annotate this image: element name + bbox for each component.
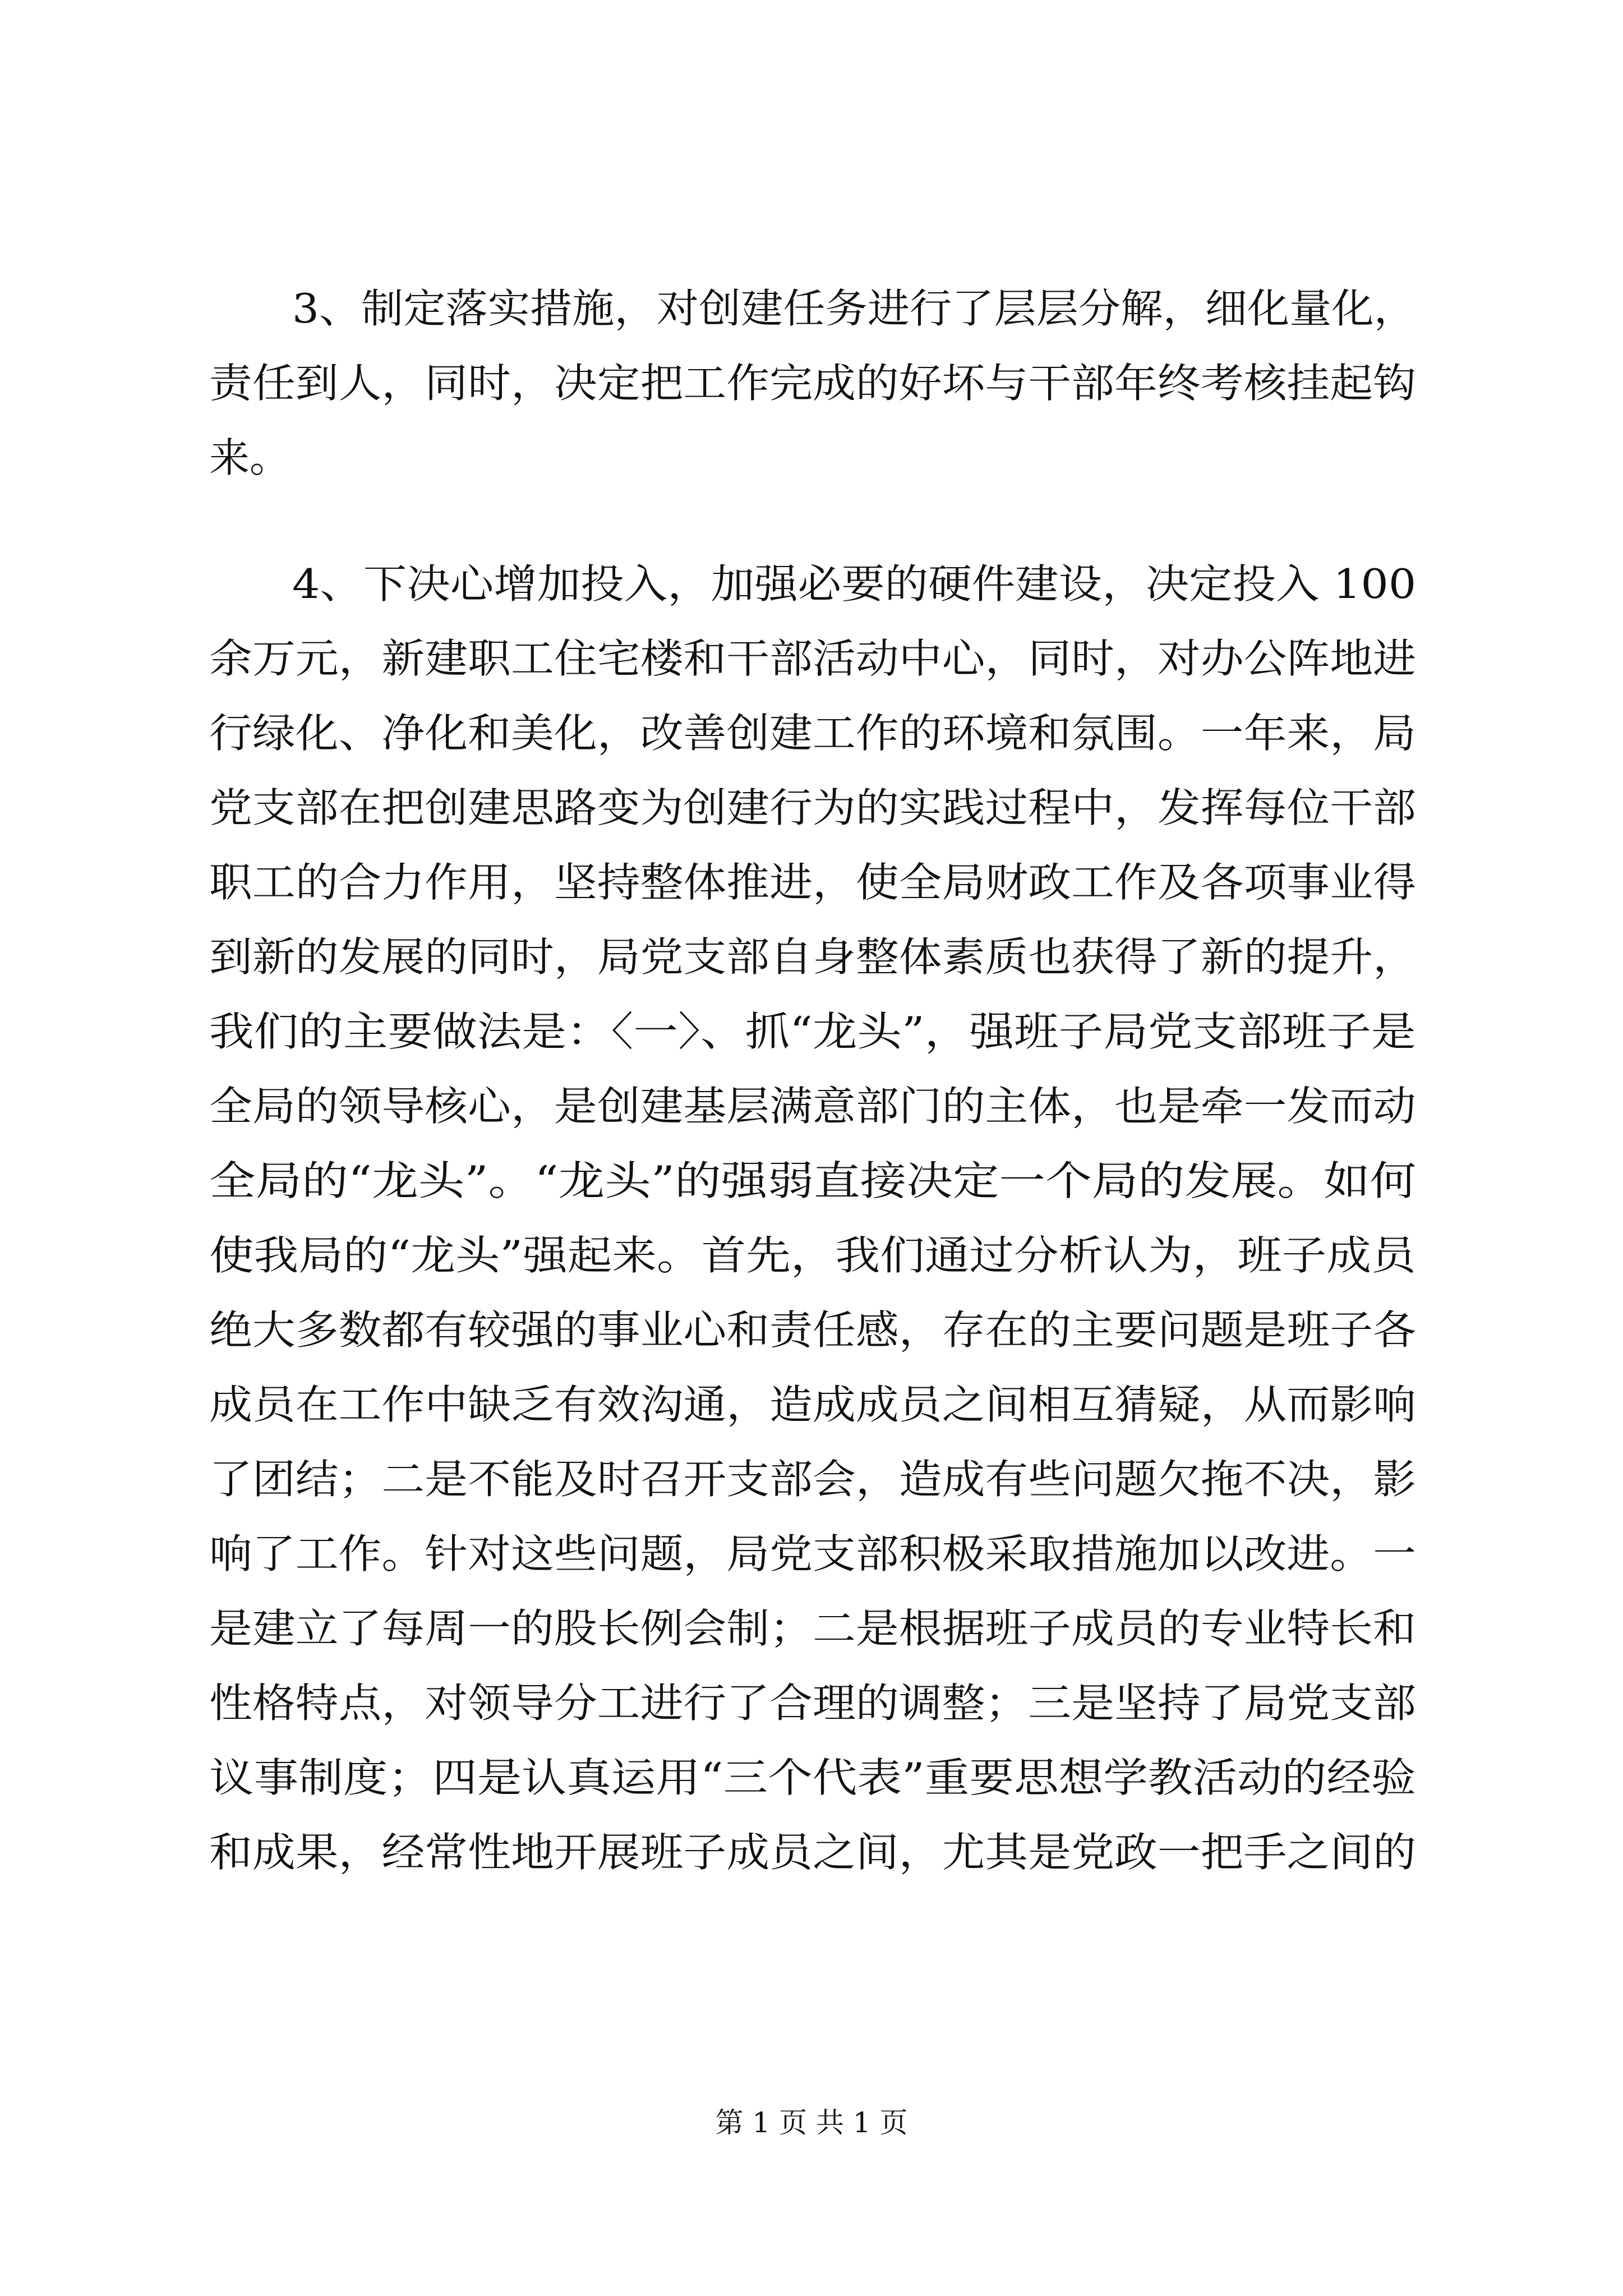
text-line: 党支部在把创建思路变为创建行为的实践过程中，发挥每位干部	[209, 784, 1417, 831]
text-line: 性格特点，对领导分工进行了合理的调整；三是坚持了局党支部	[209, 1680, 1417, 1727]
text-line: 3、制定落实措施，对创建任务进行了层层分解，细化量化，	[292, 285, 1416, 332]
text-line: 议事制度；四是认真运用“三个代表”重要思想学教活动的经验	[209, 1754, 1416, 1801]
text-line: 绝大多数都有较强的事业心和责任感，存在的主要问题是班子各	[209, 1306, 1417, 1354]
text-line: 全局的领导核心，是创建基层满意部门的主体，也是牵一发而动	[209, 1083, 1417, 1130]
text-line: 使我局的“龙头”强起来。首先，我们通过分析认为，班子成员	[209, 1232, 1416, 1279]
text-line: 来。	[209, 434, 291, 481]
text-line: 我们的主要做法是：〈一〉、抓“龙头”，强班子局党支部班子是	[209, 1008, 1416, 1055]
text-line: 了团结；二是不能及时召开支部会，造成有些问题欠拖不决，影	[209, 1456, 1417, 1503]
text-line: 是建立了每周一的股长例会制；二是根据班子成员的专业特长和	[209, 1605, 1417, 1652]
text-line: 全局的“龙头”。“龙头”的强弱直接决定一个局的发展。如何	[209, 1157, 1417, 1204]
text-line: 到新的发展的同时，局党支部自身整体素质也获得了新的提升，	[209, 933, 1417, 981]
page-footer: 第 1 页 共 1 页	[715, 2106, 908, 2139]
text-line: 职工的合力作用，坚持整体推进，使全局财政工作及各项事业得	[209, 859, 1417, 906]
text-line: 响了工作。针对这些问题，局党支部积极采取措施加以改进。一	[209, 1530, 1417, 1577]
text-line: 余万元，新建职工住宅楼和干部活动中心，同时，对办公阵地进	[209, 635, 1417, 682]
text-line: 责任到人，同时，决定把工作完成的好坏与干部年终考核挂起钩	[209, 360, 1417, 407]
text-line: 4、下决心增加投入，加强必要的硬件建设，决定投入 100	[292, 560, 1417, 608]
text-line: 和成果，经常性地开展班子成员之间，尤其是党政一把手之间的	[209, 1829, 1417, 1876]
text-line: 行绿化、净化和美化，改善创建工作的环境和氛围。一年来，局	[209, 710, 1417, 757]
text-line: 成员在工作中缺乏有效沟通，造成成员之间相互猜疑，从而影响	[209, 1381, 1417, 1428]
